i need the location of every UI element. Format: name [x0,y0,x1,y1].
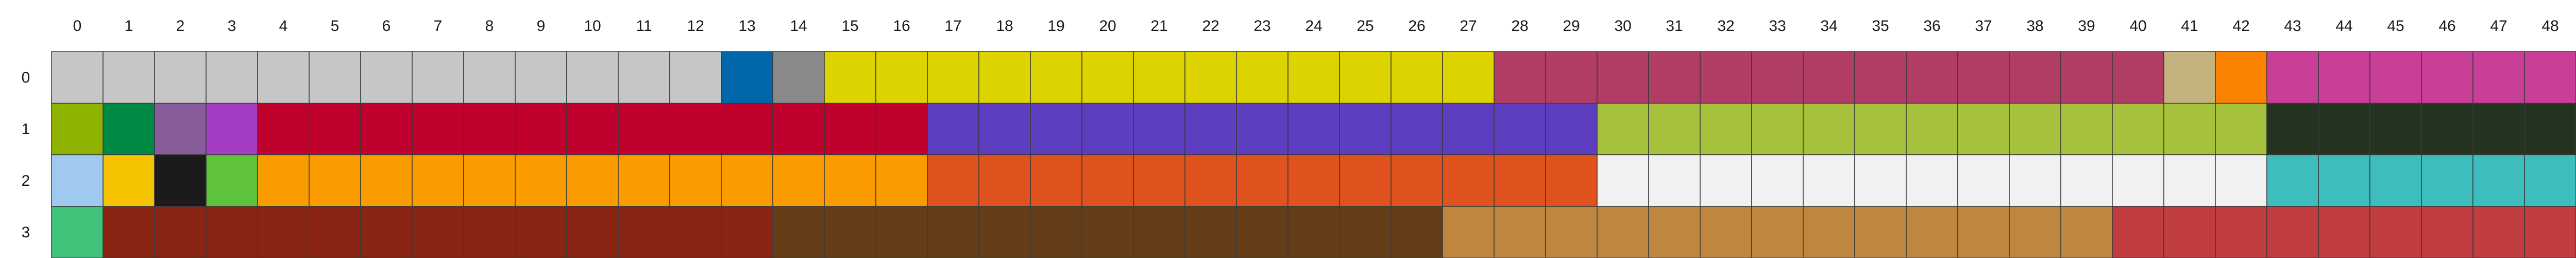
grid-cell [1649,103,1700,155]
column-label: 11 [636,18,652,35]
grid-cell [1443,155,1494,206]
grid-cell [1752,206,1803,258]
grid-cell [1546,206,1597,258]
grid-cell [1546,103,1597,155]
grid-cell [206,155,258,206]
grid-cell [1443,103,1494,155]
column-label: 25 [1357,18,1374,35]
grid-cell [155,155,206,206]
grid-cell [1494,103,1546,155]
grid-cell [670,52,721,103]
grid-cell [1340,155,1391,206]
grid-cell [258,155,309,206]
grid-cell [979,103,1030,155]
grid-cell [361,103,412,155]
grid-cell [1030,103,1082,155]
grid-cell [1597,103,1649,155]
grid-cell [206,103,258,155]
grid-cell [1443,206,1494,258]
column-label: 42 [2232,18,2250,35]
grid-cell [515,206,567,258]
row-label: 1 [21,121,30,138]
grid-cell [155,206,206,258]
grid-cell [2112,103,2164,155]
column-label: 3 [227,18,236,35]
column-label: 47 [2490,18,2507,35]
column-label: 24 [1305,18,1323,35]
grid-cell [1236,103,1288,155]
grid-cell [412,206,464,258]
grid-cell [2370,52,2421,103]
grid-cell [876,52,927,103]
column-label: 32 [1717,18,1735,35]
grid-cell [52,103,103,155]
column-label: 44 [2335,18,2353,35]
grid-cell [824,155,876,206]
grid-cell [1752,103,1803,155]
column-label: 21 [1150,18,1168,35]
grid-cell [2009,103,2061,155]
grid-cell [258,52,309,103]
grid-cell [927,52,979,103]
row-label: 2 [21,172,30,189]
grid-cell [1288,206,1340,258]
grid-cell [721,103,773,155]
grid-cell [1958,155,2009,206]
grid-cell [927,155,979,206]
grid-cell [927,103,979,155]
column-label: 18 [996,18,1013,35]
grid-cell [1494,52,1546,103]
grid-cell [1133,206,1185,258]
grid-cell [361,206,412,258]
column-label: 2 [176,18,185,35]
grid-cell [103,103,155,155]
column-label: 34 [1820,18,1838,35]
grid-cell [309,206,361,258]
grid-cell [1133,52,1185,103]
grid-cell [2164,52,2215,103]
grid-cell [1855,155,1906,206]
column-label: 1 [124,18,133,35]
grid-cell [309,103,361,155]
column-label: 45 [2387,18,2404,35]
grid-cell [2009,52,2061,103]
grid-cell [1855,52,1906,103]
column-label: 22 [1202,18,1219,35]
grid-cell [361,155,412,206]
grid-cell [1700,155,1752,206]
column-label: 28 [1511,18,1529,35]
grid-cell [1597,206,1649,258]
grid-cell [155,103,206,155]
grid-cell [670,103,721,155]
grid-cell [1288,155,1340,206]
grid-cell [1082,52,1133,103]
grid-cell [1803,206,1855,258]
grid-cell [1752,52,1803,103]
grid-cell [1803,155,1855,206]
grid-cell [1133,103,1185,155]
grid-cell [2061,155,2112,206]
grid-cell [2370,103,2421,155]
grid-cell [927,206,979,258]
column-label: 35 [1872,18,1889,35]
grid-cell [1030,155,1082,206]
grid-cell [721,206,773,258]
grid-cell [2318,52,2370,103]
column-label: 26 [1408,18,1426,35]
grid-cell [721,52,773,103]
grid-cell [1030,206,1082,258]
grid-cell [1340,206,1391,258]
grid-cell [258,103,309,155]
grid-cell [1855,206,1906,258]
grid-cell [1340,103,1391,155]
grid-cell [52,52,103,103]
grid-cell [155,52,206,103]
grid-cell [773,206,824,258]
grid-cell [258,206,309,258]
grid-cell [1082,103,1133,155]
grid-cell [1185,103,1236,155]
grid-cell [2061,103,2112,155]
column-label: 14 [790,18,807,35]
grid-cell [515,52,567,103]
column-label: 10 [584,18,601,35]
grid-cell [2524,155,2576,206]
grid-cell [1082,206,1133,258]
column-label: 7 [433,18,443,35]
column-label: 19 [1047,18,1065,35]
grid-cell [1752,155,1803,206]
grid-cell [1546,155,1597,206]
grid-cell [1030,52,1082,103]
grid-cell [567,103,618,155]
row-label: 0 [21,69,30,86]
grid-cell [773,52,824,103]
grid-cell [2370,155,2421,206]
grid-cell [103,52,155,103]
column-label: 16 [893,18,910,35]
grid-cell [1958,52,2009,103]
grid-cell [2318,206,2370,258]
column-label: 4 [279,18,288,35]
grid-cell [670,155,721,206]
column-label: 31 [1666,18,1683,35]
grid-cell [412,52,464,103]
grid-cell [670,206,721,258]
grid-cell [2164,103,2215,155]
grid-cell [1288,52,1340,103]
grid-cell [1649,52,1700,103]
grid-cell [1700,206,1752,258]
column-label: 12 [687,18,704,35]
grid-cell [1133,155,1185,206]
row-label: 3 [21,224,30,241]
grid-cell [206,206,258,258]
grid-cell [773,103,824,155]
grid-cell [876,206,927,258]
grid-cell [1803,52,1855,103]
grid-cell [1546,52,1597,103]
grid-cell [309,52,361,103]
grid-cell [206,52,258,103]
grid-cell [567,155,618,206]
column-label: 8 [485,18,494,35]
column-label: 5 [330,18,340,35]
grid-cell [2267,52,2318,103]
grid-cell [464,52,515,103]
column-label: 9 [536,18,546,35]
grid-cell [2164,155,2215,206]
column-label: 41 [2181,18,2198,35]
grid-cell [1391,52,1443,103]
grid-cell [2267,155,2318,206]
grid-cell [1185,155,1236,206]
grid-cell [2215,155,2267,206]
grid-cell [1855,103,1906,155]
row-header [22,69,30,241]
grid-cell [2473,155,2524,206]
column-label: 17 [944,18,962,35]
grid-cell [2524,52,2576,103]
grid-cell [2164,206,2215,258]
grid-cell [1700,52,1752,103]
grid-cell [103,206,155,258]
grid-cell [1236,206,1288,258]
grid-cell [1700,103,1752,155]
grid-cell [52,206,103,258]
grid-cell [1494,206,1546,258]
grid-cell [1958,103,2009,155]
grid-cell [1185,206,1236,258]
grid-cell [2061,206,2112,258]
grid-cell [52,155,103,206]
grid-cell [2318,103,2370,155]
grid-cell [1958,206,2009,258]
grid-cell [2473,52,2524,103]
grid-cell [979,206,1030,258]
grid-cell [1906,206,1958,258]
grid-cell [1082,155,1133,206]
grid-cell [1649,206,1700,258]
grid-cell [1649,155,1700,206]
grid-cell [567,206,618,258]
grid-cell [1288,103,1340,155]
column-label: 6 [382,18,391,35]
column-label: 29 [1563,18,1580,35]
grid-cell [412,155,464,206]
grid-cell [515,155,567,206]
grid-cell [2061,52,2112,103]
grid-cell [309,155,361,206]
grid-cell [824,52,876,103]
grid-cell [618,155,670,206]
column-label: 46 [2438,18,2456,35]
grid-cell [773,155,824,206]
column-label: 36 [1923,18,1941,35]
grid-cell [1391,155,1443,206]
grid-cell [876,103,927,155]
column-label: 37 [1975,18,1992,35]
grid-cell [876,155,927,206]
grid-cell [464,206,515,258]
column-label: 43 [2284,18,2301,35]
grid-cell [979,155,1030,206]
grid-cell [2421,206,2473,258]
column-header [73,18,2576,35]
grid-cell [2267,103,2318,155]
grid-cell [2421,103,2473,155]
column-label: 27 [1460,18,1477,35]
grid-cell [2267,206,2318,258]
grid-cell [1597,155,1649,206]
grid-cell [2473,206,2524,258]
column-label: 38 [2026,18,2044,35]
grid-cell [1443,52,1494,103]
grid-cell [721,155,773,206]
grid-cell [464,155,515,206]
grid-cell [1906,155,1958,206]
grid-cell [2112,155,2164,206]
grid-cell [979,52,1030,103]
column-label: 39 [2078,18,2095,35]
column-label: 13 [738,18,756,35]
column-label: 20 [1099,18,1116,35]
grid-cell [567,52,618,103]
grid-cell [1803,103,1855,155]
column-label: 30 [1614,18,1632,35]
grid-cell [1340,52,1391,103]
grid-cell [2215,103,2267,155]
grid-cell [2421,155,2473,206]
grid-cell [618,52,670,103]
grid-cell [1494,155,1546,206]
grid-cell [1185,52,1236,103]
grid-cell [2112,52,2164,103]
grid-cell [2370,206,2421,258]
column-label: 33 [1769,18,1786,35]
grid-cell [515,103,567,155]
grid-cell [824,103,876,155]
grid-cell [1391,206,1443,258]
column-label: 40 [2129,18,2147,35]
grid-cell [618,206,670,258]
grid-cell [1906,103,1958,155]
grid-cell [2421,52,2473,103]
grid-cell [2473,103,2524,155]
grid-cell [2215,206,2267,258]
grid-cell [1236,52,1288,103]
grid-cell [2215,52,2267,103]
grid-cell [2112,206,2164,258]
column-label: 15 [841,18,859,35]
grid-cell [618,103,670,155]
grid-cell [1236,155,1288,206]
column-label: 48 [2541,18,2559,35]
grid-cell [2524,103,2576,155]
grid-cell [103,155,155,206]
grid-cell [1906,52,1958,103]
grid-cell [2009,155,2061,206]
grid-cell [2009,206,2061,258]
grid-cell [824,206,876,258]
column-label: 23 [1253,18,1271,35]
grid-cell [2524,206,2576,258]
cell-grid [52,52,2576,258]
grid-cell [412,103,464,155]
grid-cell [1597,52,1649,103]
grid-cell [464,103,515,155]
grid-cell [1391,103,1443,155]
column-label: 0 [73,18,82,35]
grid-cell [361,52,412,103]
grid-cell [2318,155,2370,206]
